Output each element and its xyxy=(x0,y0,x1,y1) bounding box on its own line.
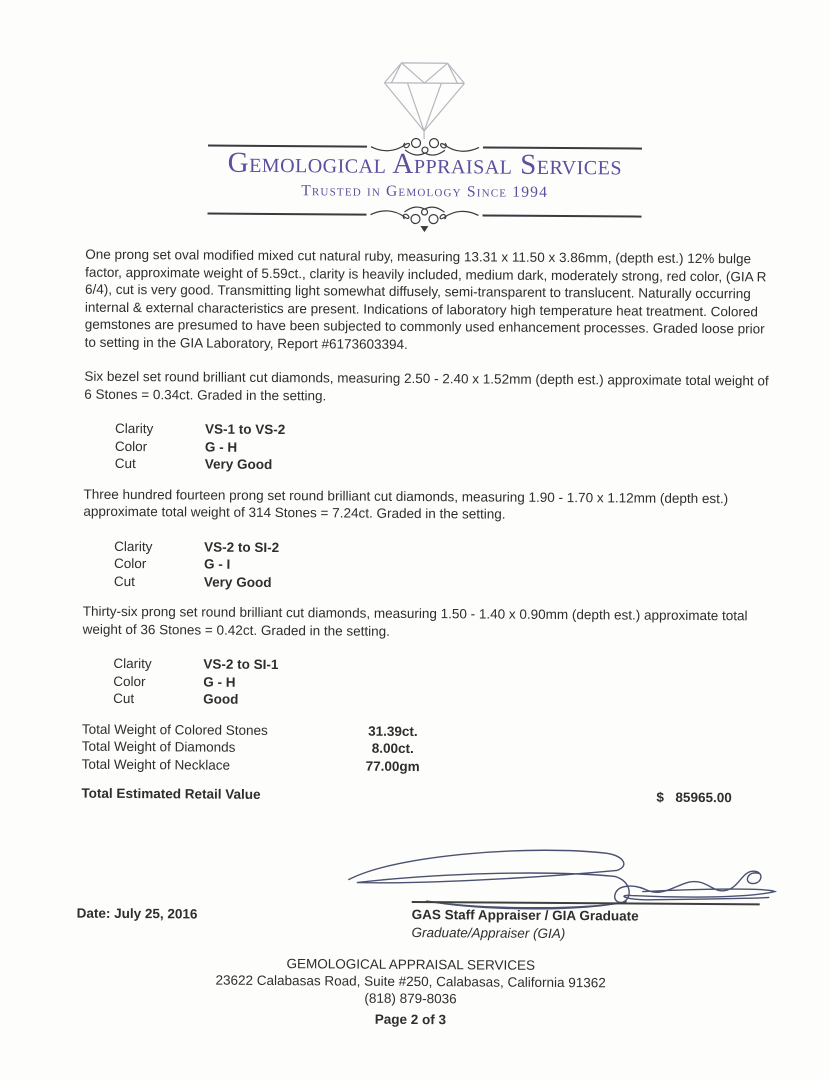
spec-row-cut xyxy=(113,690,770,712)
spec-table xyxy=(115,420,772,477)
spec-label: Clarity xyxy=(114,538,153,554)
spec-row-cut xyxy=(115,455,772,477)
spec-row-cut xyxy=(114,572,771,594)
item-description-diamonds-36: Thirty-six prong set round brilliant cut diamonds, measuring 1.50 - 1.40 x 0.90mm (depth est.) approximate total weight of 36 Stones = 0.42ct. Graded in the setting. xyxy=(82,603,748,639)
totals-section xyxy=(81,720,770,807)
org-tagline: Trusted in Gemology Since 1994 xyxy=(301,182,549,201)
spec-value: Very Good xyxy=(203,574,272,590)
total-row-necklace xyxy=(82,755,770,777)
spec-label: Color xyxy=(113,673,146,689)
appraisal-body xyxy=(81,246,773,808)
spec-value: Good xyxy=(203,691,239,707)
spec-value: VS-2 to SI-1 xyxy=(203,656,279,673)
spec-value: G - H xyxy=(204,439,238,455)
spec-label: Color xyxy=(114,438,148,454)
total-label: Total Weight of Diamonds xyxy=(81,738,236,755)
spec-value: VS-2 to SI-2 xyxy=(204,539,280,555)
spec-label: Color xyxy=(114,555,147,572)
spec-label: Cut xyxy=(114,455,136,472)
org-name-title: Gemological Appraisal Services xyxy=(227,146,623,182)
currency-symbol: $ xyxy=(656,789,665,805)
date-label: Date: July 25, 2016 xyxy=(76,905,198,922)
document-footer xyxy=(0,953,825,1031)
footer-address: 23622 Calabasas Road, Suite #250, Calabasas, California 91362 xyxy=(215,972,606,991)
ornament-point-icon xyxy=(420,226,428,232)
item-description-ruby: One prong set oval modified mixed cut natural ruby, measuring 13.31 x 11.50 x 3.86mm, (depth est.) 12% bulge factor, approximate weight of 5.59ct., clarity is heavily included, medium dark, moderately strong, red color, (GIA R 6/4), cut is very good. Transmitting light somewhat diffusely, semi-transparent to translucent. Naturally occurring internal & external characteristics are present. Indications of laboratory high temperature heat treatment. Colored gemstones are presumed to have been subjected to commonly used enhancement processes. Graded loose prior to setting in the GIA Laboratory, Report #6173603394. xyxy=(84,246,767,352)
item-description-diamonds-6: Six bezel set round brilliant cut diamonds, measuring 2.50 - 2.40 x 1.52mm (depth est.) approximate total weight of 6 Stones = 0.34ct. Graded in the setting. xyxy=(84,368,769,403)
total-value: 77.00gm xyxy=(365,758,420,774)
appraiser-title: Graduate/Appraiser (GIA) xyxy=(411,924,566,942)
retail-amount: 85965.00 xyxy=(675,789,732,806)
rule-line xyxy=(483,214,642,217)
spec-label: Clarity xyxy=(114,420,154,437)
total-label: Total Weight of Necklace xyxy=(81,756,231,773)
page-number: Page 2 of 3 xyxy=(374,1011,447,1028)
spec-value: G - I xyxy=(204,556,231,572)
item-description-diamonds-314: Three hundred fourteen prong set round brilliant cut diamonds, measuring 1.90 - 1.70 x 1.12mm (depth est.) approximate total weight of 314 Stones = 7.24ct. Graded in the setting. xyxy=(83,486,729,522)
total-value: 8.00ct. xyxy=(371,740,414,757)
diamond-icon xyxy=(379,56,470,141)
appraiser-name: GAS Staff Appraiser / GIA Graduate xyxy=(411,906,639,924)
spec-table xyxy=(113,655,770,712)
total-value: 31.39ct. xyxy=(368,723,418,739)
footer-company: GEMOLOGICAL APPRAISAL SERVICES xyxy=(286,956,536,973)
spec-label: Clarity xyxy=(113,655,152,672)
spec-table xyxy=(114,537,771,594)
spec-label: Cut xyxy=(113,573,136,589)
total-label: Total Weight of Colored Stones xyxy=(81,721,268,738)
spec-value: VS-1 to VS-2 xyxy=(204,421,286,438)
spec-label: Cut xyxy=(113,690,135,707)
retail-label: Total Estimated Retail Value xyxy=(81,785,261,802)
flourish-icon xyxy=(368,202,480,229)
spec-value: Very Good xyxy=(204,456,273,473)
retail-value-row xyxy=(81,785,769,808)
footer-phone: (818) 879-8036 xyxy=(364,990,457,1007)
rule-line xyxy=(208,213,367,216)
spec-value: G - H xyxy=(203,674,236,690)
